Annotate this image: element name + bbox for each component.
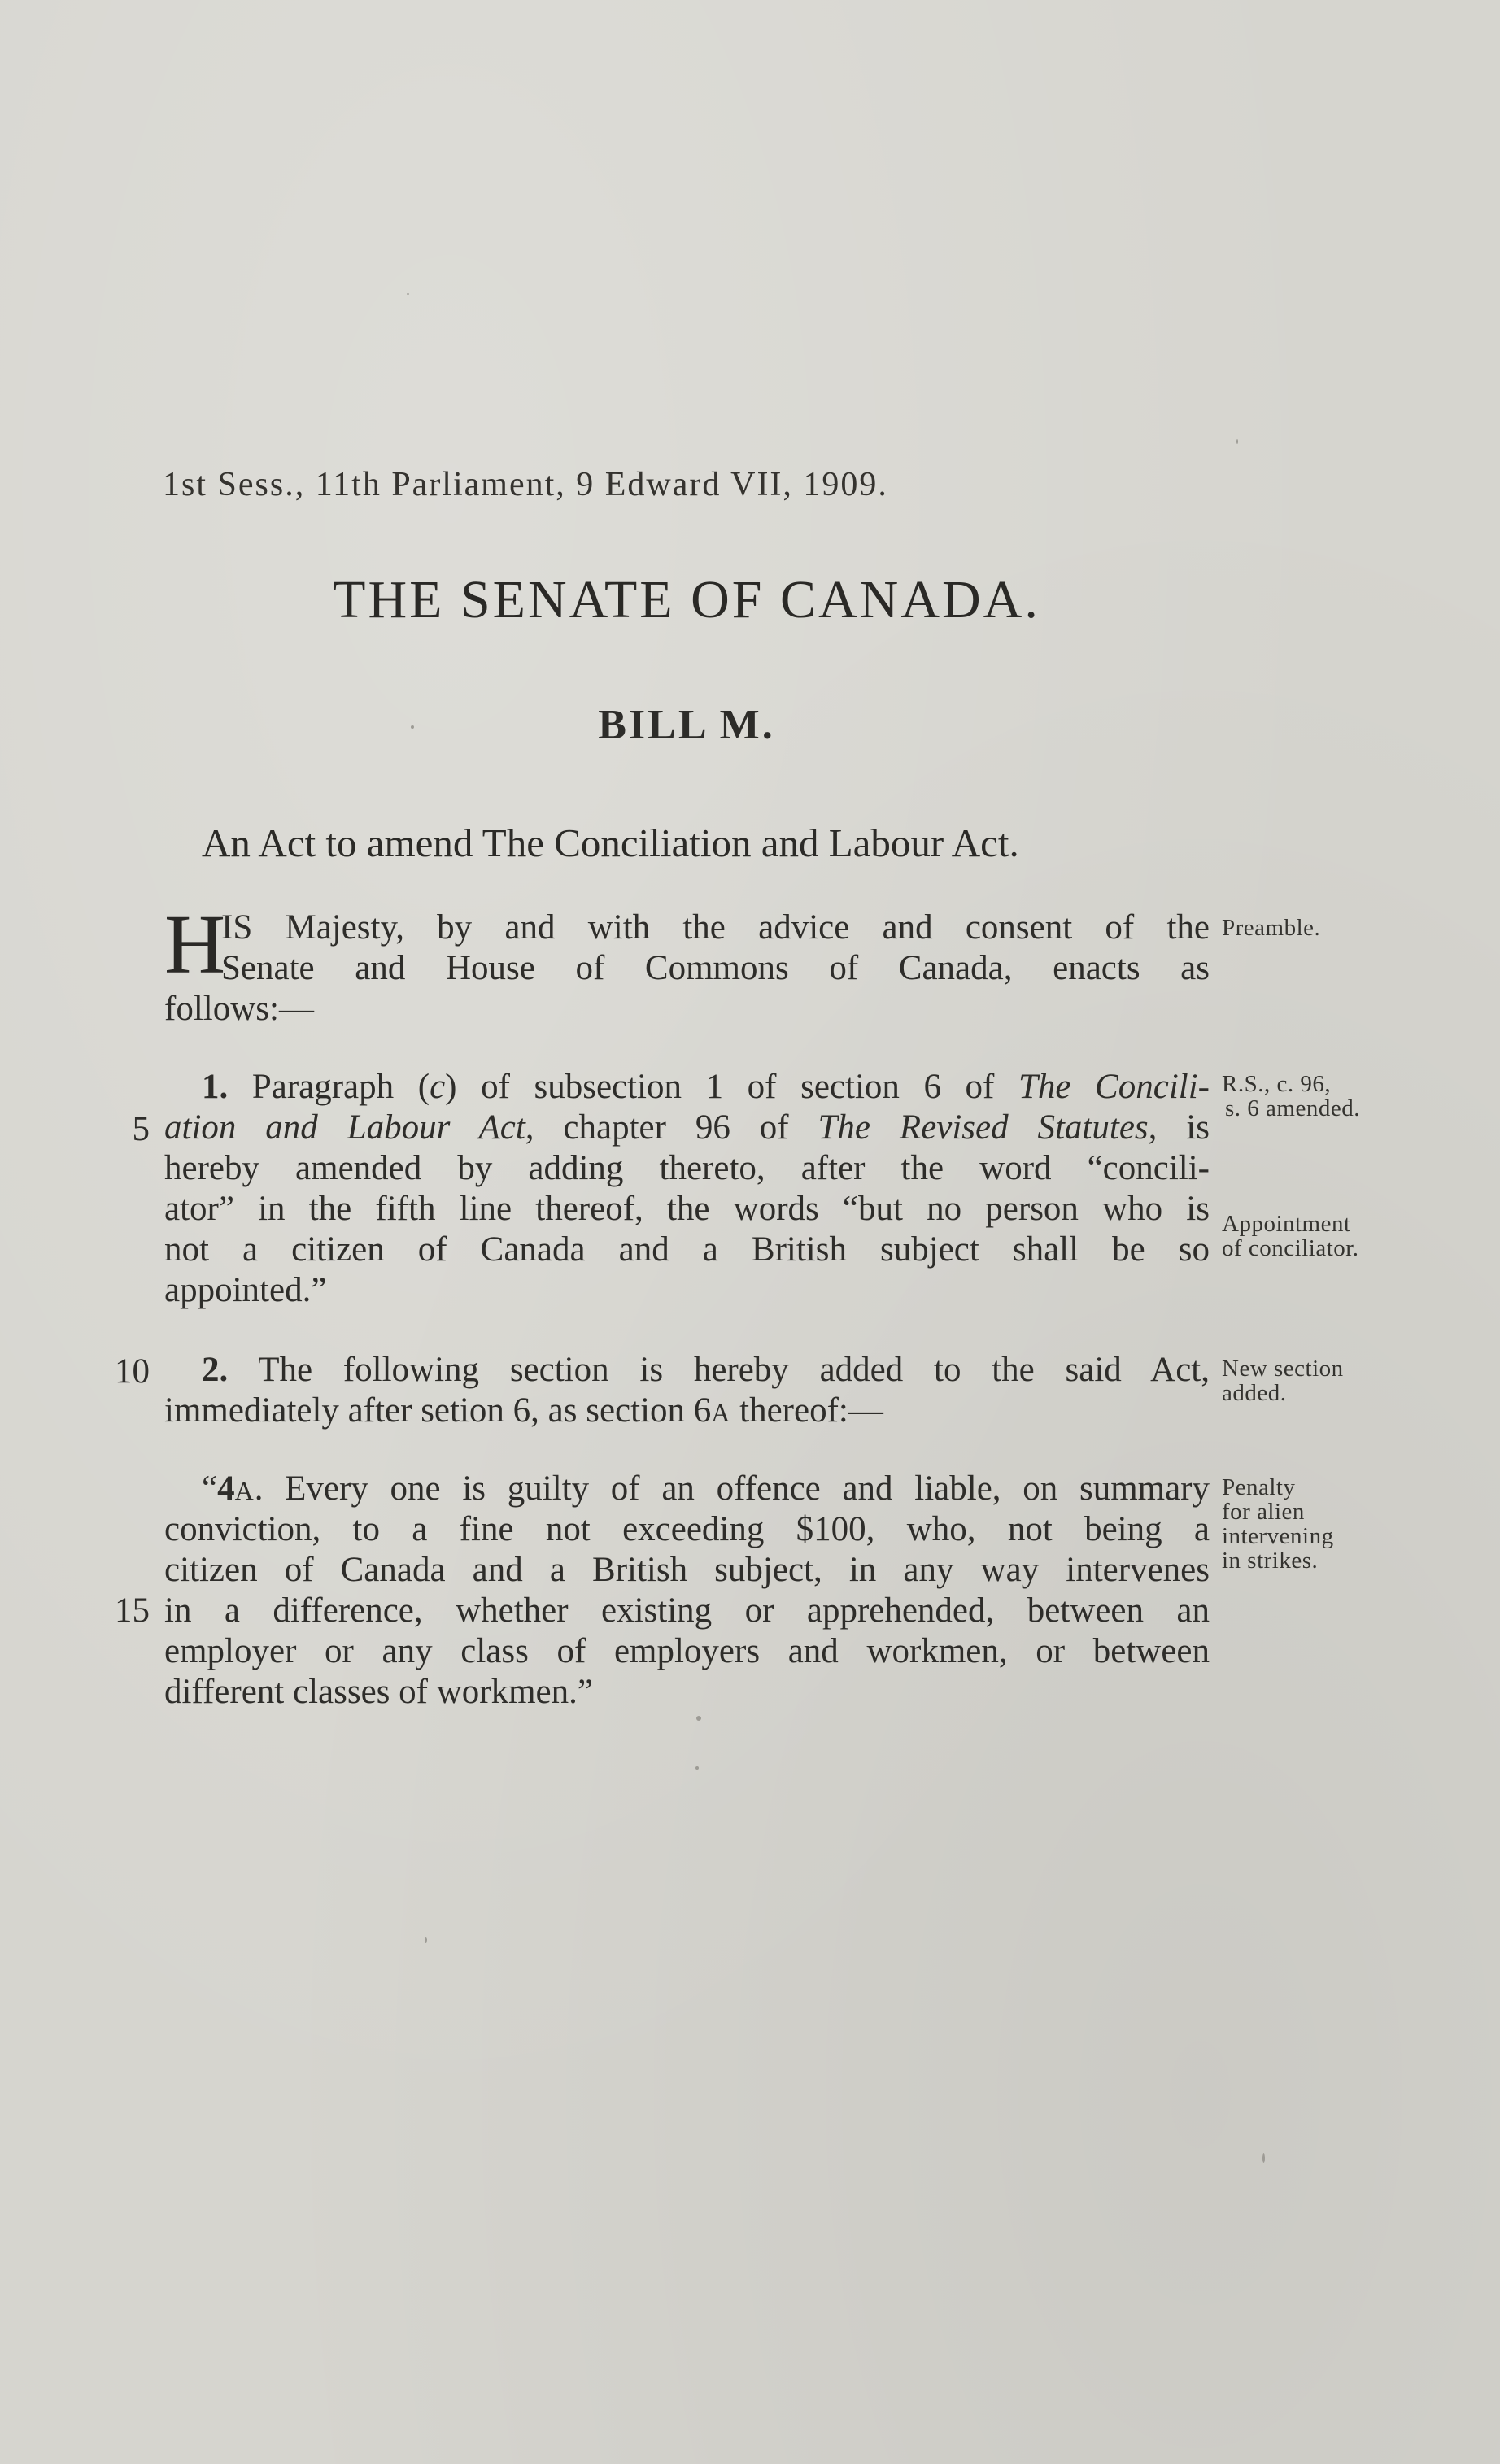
preamble-line-1: IS Majesty, by and with the advice and consent of the <box>221 908 1210 947</box>
paper-speck <box>407 293 409 295</box>
section-2-number: 2. <box>202 1351 229 1389</box>
section-1-act-name-part2: ation and Labour Act, <box>164 1108 534 1147</box>
paper-speck <box>695 1766 699 1770</box>
margin-note-penalty-line-4: in strikes. <box>1222 1548 1319 1574</box>
section-4a-line-6: different classes of workmen.” <box>164 1673 593 1711</box>
section-1-line-2-end: is <box>1157 1108 1210 1147</box>
section-1-line-6: appointed.” <box>164 1271 327 1309</box>
margin-note-rs <box>1222 1072 1482 1121</box>
section-1-line-4: ator” in the fifth line thereof, the words “but no person who is <box>164 1190 1210 1228</box>
section-2-line-2-text-a: immediately after setion 6, as section 6 <box>164 1391 712 1430</box>
section-4a-number: 4 <box>217 1469 235 1508</box>
margin-note-new-section <box>1222 1356 1482 1405</box>
paper-speck <box>425 1937 427 1943</box>
section-4a-line-1-text: . Every one is guilty of an offence and liable, on summary <box>254 1469 1210 1508</box>
section-1-line-1-text-a: Paragraph ( <box>228 1068 430 1106</box>
margin-note-penalty-line-1: Penalty <box>1222 1474 1296 1500</box>
margin-note-penalty-line-3: intervening <box>1222 1523 1334 1549</box>
section-2-paragraph <box>164 1350 1210 1431</box>
section-4a-line-2: conviction, to a fine not exceeding $100, who, not being a <box>164 1510 1210 1548</box>
section-2-line-1 <box>164 1350 1210 1391</box>
line-number-10: 10 <box>115 1352 150 1391</box>
section-1-line-1-text-b: ) of subsection 1 of section 6 of <box>445 1068 1018 1106</box>
section-1-line-2 <box>164 1108 1210 1148</box>
section-4a-line-1 <box>164 1469 1210 1509</box>
margin-note-appointment-line-2: of conciliator. <box>1222 1235 1359 1261</box>
margin-note-appointment-line-1: Appointment <box>1222 1211 1351 1237</box>
margin-note-penalty-line-2: for alien <box>1222 1499 1305 1525</box>
preamble-paragraph <box>221 908 1210 989</box>
section-1-revised-statutes: The Revised Statutes, <box>818 1108 1158 1147</box>
section-1-paragraph <box>164 1067 1210 1311</box>
section-2-line-1-text: The following section is hereby added to the said Act, <box>228 1351 1210 1389</box>
bleed-through-mark <box>439 2314 1155 2347</box>
paper-speck <box>1236 439 1238 444</box>
paper-speck <box>696 1716 701 1721</box>
section-2-line-2 <box>164 1391 1210 1431</box>
section-1-line-2-text: chapter 96 of <box>534 1108 818 1147</box>
chamber-title: THE SENATE OF CANADA. <box>333 570 1040 629</box>
section-4a-line-5: employer or any class of employers and workmen, or between <box>164 1632 1210 1670</box>
section-4a-paragraph <box>164 1469 1210 1713</box>
section-4a-line-3: citizen of Canada and a British subject, in any way intervenes <box>164 1551 1210 1589</box>
bill-title: BILL M. <box>598 702 775 748</box>
section-1-paragraph-letter: c <box>430 1068 446 1106</box>
margin-note-preamble: Preamble. <box>1222 915 1321 941</box>
paper-speck <box>411 725 414 729</box>
section-1-line-1 <box>164 1067 1210 1108</box>
section-1-act-name-part1: The Concili- <box>1018 1068 1210 1106</box>
margin-note-rs-line-2: s. 6 amended. <box>1225 1095 1360 1121</box>
margin-note-appointment <box>1222 1212 1482 1260</box>
margin-note-new-section-line-2: added. <box>1222 1380 1287 1406</box>
section-1-line-3: hereby amended by adding thereto, after the word “concili- <box>164 1149 1210 1187</box>
section-4a-open-quote: “ <box>202 1469 218 1508</box>
line-number-15: 15 <box>115 1591 150 1630</box>
section-2-section-letter: A <box>711 1398 731 1427</box>
section-4a-line-4: in a difference, whether existing or apprehended, between an <box>164 1591 1210 1630</box>
preamble-line-3: follows:— <box>164 990 314 1028</box>
margin-note-rs-line-1: R.S., c. 96, <box>1222 1071 1332 1097</box>
section-2-line-2-text-b: thereof:— <box>730 1391 883 1430</box>
section-1-line-5: not a citizen of Canada and a British subject shall be so <box>164 1230 1210 1269</box>
session-line: 1st Sess., 11th Parliament, 9 Edward VII, 1909. <box>163 466 888 503</box>
margin-note-penalty <box>1222 1475 1482 1573</box>
line-number-5: 5 <box>132 1110 150 1148</box>
act-title: An Act to amend The Conciliation and Labour Act. <box>202 821 1019 865</box>
paper-speck <box>1262 2153 1265 2163</box>
preamble-dropcap: H <box>164 898 226 991</box>
section-4a-letter: A <box>234 1476 255 1505</box>
margin-note-new-section-line-1: New section <box>1222 1356 1344 1382</box>
preamble-line-2: Senate and House of Commons of Canada, enacts as <box>221 949 1210 987</box>
section-1-number: 1. <box>202 1068 229 1106</box>
